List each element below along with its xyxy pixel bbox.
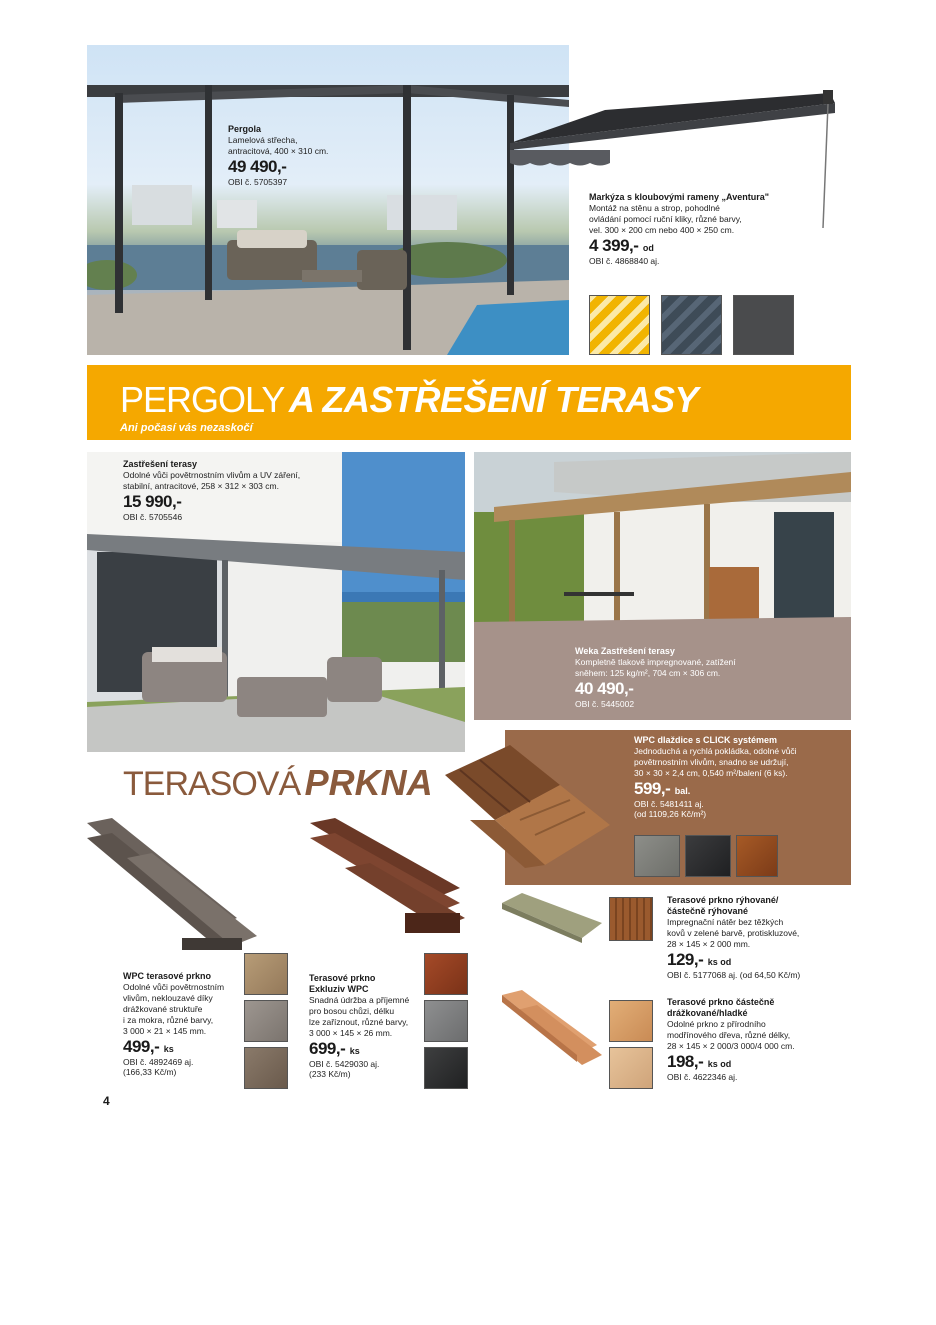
price-unit: od — [642, 243, 654, 253]
product-desc-line: Lamelová střecha, — [228, 135, 298, 145]
dlazdice-info — [634, 735, 844, 819]
product-title: Terasové prkno částečně drážkované/hladké — [667, 997, 775, 1018]
section-title-light: TERASOVÁ — [123, 765, 301, 803]
color-swatch-black — [685, 835, 731, 877]
product-code: OBI č. 4892469 aj. — [123, 1057, 194, 1067]
banner-title-light: PERGOLY — [120, 379, 285, 420]
product-price: 15 990,- — [123, 492, 182, 511]
price-unit: ks — [349, 1046, 360, 1056]
page-number: 4 — [103, 1094, 110, 1108]
product-desc-line: 28 × 145 × 2 000 mm. — [667, 939, 751, 949]
color-swatch-taupe — [244, 1047, 288, 1089]
product-code: OBI č. 4868840 aj. — [589, 256, 660, 266]
markyza-info — [589, 192, 789, 266]
product-price: 4 399,- — [589, 236, 639, 255]
product-desc-line: vlivům, neklouzavé díky — [123, 993, 213, 1003]
product-price: 49 490,- — [228, 157, 287, 176]
product-price: 499,- — [123, 1037, 160, 1056]
wpc-prkno-info — [123, 971, 248, 1077]
product-desc-line: 30 × 30 × 2,4 cm, 0,540 m²/balení (6 ks). — [634, 768, 788, 778]
color-swatch-dark-grey — [424, 1047, 468, 1089]
section-banner — [87, 365, 851, 440]
exkluziv-info — [309, 973, 429, 1079]
product-code: OBI č. 5177068 aj. (od 64,50 Kč/m) — [667, 970, 801, 980]
product-code: (166,33 Kč/m) — [123, 1067, 177, 1077]
color-swatch-red-brown — [424, 953, 468, 995]
price-unit: ks od — [707, 957, 732, 967]
price-unit: ks od — [707, 1059, 732, 1069]
product-desc-line: Snadná údržba a příjemné — [309, 995, 410, 1005]
product-title: WPC dlaždice s CLICK systémem — [634, 735, 778, 745]
product-title: Terasové prkno Exkluziv WPC — [309, 973, 376, 994]
product-desc-line: Odolné prkno z přírodního — [667, 1019, 766, 1029]
product-price: 40 490,- — [575, 679, 634, 698]
product-desc-line: 3 000 × 21 × 145 mm. — [123, 1026, 207, 1036]
product-desc-line: 3 000 × 145 × 26 mm. — [309, 1028, 393, 1038]
color-swatch-anthracite — [733, 295, 794, 355]
exkluziv-plank-illustration — [305, 818, 470, 948]
weka-info — [575, 646, 775, 709]
product-price: 599,- — [634, 779, 671, 798]
product-price: 129,- — [667, 950, 704, 969]
banner-title-bold: A ZASTŘEŠENÍ TERASY — [288, 379, 699, 420]
zastreseni-info — [123, 459, 353, 522]
product-desc-line: stabilní, antracitové, 258 × 312 × 303 cm. — [123, 481, 279, 491]
product-title: Pergola — [228, 124, 262, 134]
product-code: (233 Kč/m) — [309, 1069, 351, 1079]
color-swatch-light-grey — [424, 1000, 468, 1042]
product-code: OBI č. 5429030 aj. — [309, 1059, 380, 1069]
product-desc-line: kovů v zelené barvě, protiskluzové, — [667, 928, 800, 938]
color-swatch-sand — [244, 953, 288, 995]
color-swatch-larch — [609, 1000, 653, 1042]
product-price: 198,- — [667, 1052, 704, 1071]
product-code: OBI č. 4622346 aj. — [667, 1072, 738, 1082]
product-code: OBI č. 5705397 — [228, 177, 288, 187]
banner-subtitle: Ani počasí vás nezaskočí — [120, 422, 253, 434]
color-swatch-grey-wood — [244, 1000, 288, 1042]
product-desc-line: 28 × 145 × 2 000/3 000/4 000 cm. — [667, 1041, 795, 1051]
product-desc-line: modřínového dřeva, různé délky, — [667, 1030, 791, 1040]
pergola-info — [228, 124, 368, 187]
product-code: OBI č. 5705546 — [123, 512, 183, 522]
product-code: (od 1109,26 Kč/m²) — [634, 809, 707, 819]
color-swatch-blue-stripe — [661, 295, 722, 355]
product-desc-line: Odolné vůči povětrnostním vlivům a UV záření, — [123, 470, 301, 480]
color-swatch-brown — [736, 835, 778, 877]
price-unit: ks — [163, 1044, 174, 1054]
pergola-photo — [87, 45, 569, 355]
product-desc-line: sněhem: 125 kg/m², 704 cm × 306 cm. — [575, 668, 721, 678]
product-title: Terasové prkno rýhované/ částečně rýhované — [667, 895, 779, 916]
ryhovane-info — [667, 895, 842, 980]
wpc-plank-illustration — [87, 818, 257, 958]
product-desc-line: antracitová, 400 × 310 cm. — [228, 146, 329, 156]
product-title: Zastřešení terasy — [123, 459, 198, 469]
price-unit: bal. — [674, 786, 691, 796]
product-desc-line: Impregnační nátěr bez těžkých — [667, 917, 784, 927]
product-desc-line: Kompletně tlakově impregnované, zatížení — [575, 657, 736, 667]
product-desc-line: Jednoduchá a rychlá pokládka, odolné vůči — [634, 746, 797, 756]
section-title-bold: PRKNA — [304, 762, 433, 803]
product-desc-line: Odolné vůči povětrnostním — [123, 982, 225, 992]
product-desc-line: povětrnostním vlivům, snadno se udržují, — [634, 757, 789, 767]
product-desc-line: vel. 300 × 200 cm nebo 400 × 250 cm. — [589, 225, 735, 235]
product-code: OBI č. 5445002 — [575, 699, 635, 709]
hladke-info — [667, 997, 842, 1082]
product-title: Weka Zastřešení terasy — [575, 646, 675, 656]
section-title — [123, 762, 433, 804]
color-swatch-yellow-stripe — [589, 295, 650, 355]
larch-plank-illustration — [502, 990, 602, 1070]
color-swatch-grey — [634, 835, 680, 877]
color-swatch-larch-light — [609, 1047, 653, 1089]
color-swatch-brown-grooved — [609, 897, 653, 941]
product-desc-line: lze zaříznout, různé barvy, — [309, 1017, 409, 1027]
product-title: WPC terasové prkno — [123, 971, 212, 981]
product-desc-line: i za mokra, různé barvy, — [123, 1015, 214, 1025]
pergola-illustration — [87, 45, 569, 355]
product-desc-line: pro bosou chůzi, délku — [309, 1006, 395, 1016]
product-desc-line: drážkované struktuře — [123, 1004, 203, 1014]
green-plank-illustration — [502, 893, 602, 943]
product-desc-line: Montáž na stěnu a strop, pohodlné — [589, 203, 720, 213]
product-title: Markýza s kloubovými rameny „Aventura" — [589, 192, 769, 202]
product-desc-line: ovládání pomocí ruční kliky, různé barvy, — [589, 214, 742, 224]
product-price: 699,- — [309, 1039, 346, 1058]
product-code: OBI č. 5481411 aj. — [634, 799, 704, 809]
